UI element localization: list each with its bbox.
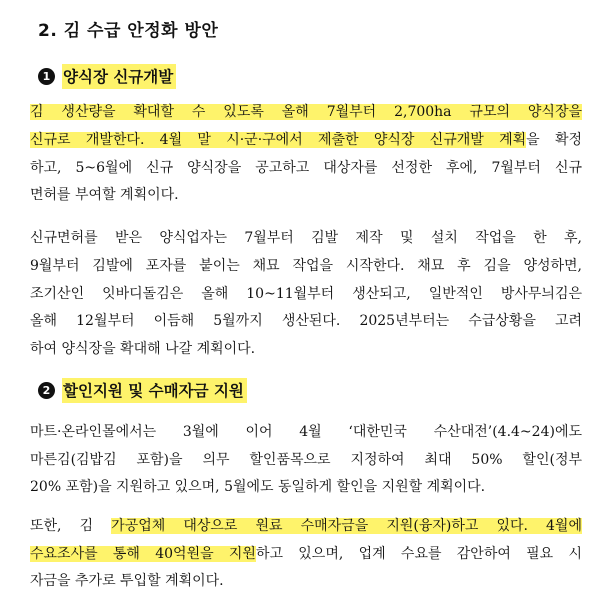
paragraph-line: [30, 544, 582, 565]
highlighted-text: 신규로 개발한다. 4월 말 시·군·구에서 제출한 양식장 신규개발 계획: [30, 132, 527, 148]
paragraph-line: 9월부터 김발에 포자를 붙이는 채묘 작업을 시작한다. 채묘 후 김을 양성하면,: [30, 258, 582, 274]
highlighted-text: 수요조사를 통해 40억원을 지원: [30, 546, 256, 562]
subsection-title: 양식장 신규개발: [62, 64, 176, 89]
body-text: 을 확정: [526, 132, 582, 148]
highlighted-text: 김 생산량을 확대할 수 있도록 올해 7월부터 2,700ha 규모의 양식장을: [30, 104, 582, 120]
section-title: 2. 김 수급 안정화 방안: [38, 21, 219, 41]
highlighted-text: 가공업체 대상으로 원료 수매자금을 지원(융자)하고 있다. 4월에: [111, 518, 582, 534]
paragraph-line: [30, 102, 582, 123]
paragraph-line: 20% 포함)을 지원하고 있으며, 5월에도 동일하게 할인을 지원할 계획이다.: [30, 479, 486, 495]
paragraph-line: [30, 516, 582, 537]
paragraph-line: 하고, 5~6월에 신규 양식장을 공고하고 대상자를 선정한 후에, 7월부터 신규: [30, 160, 582, 176]
paragraph-line: 면허를 부여할 계획이다.: [30, 187, 179, 203]
paragraph-line: 마트·온라인몰에서는 3월에 이어 4월 ‘대한민국 수산대전’(4.4~24)에도: [30, 424, 582, 440]
paragraph-line: [30, 130, 582, 151]
subsection-title: 할인지원 및 수매자금 지원: [62, 378, 247, 403]
paragraph-line: 하여 양식장을 확대해 나갈 계획이다.: [30, 341, 256, 357]
numbered-bullet-icon: 2: [38, 382, 55, 399]
paragraph-line: 자금을 추가로 투입할 계획이다.: [30, 573, 224, 589]
paragraph-line: 마른김(김밥김 포함)을 의무 할인품목으로 지정하여 최대 50% 할인(정부: [30, 452, 582, 468]
paragraph-line: 올해 12월부터 이듬해 5월까지 생산된다. 2025년부터는 수급상황을 고려: [30, 313, 582, 329]
paragraph-line: 조기산인 잇바디돌김은 올해 10~11월부터 생산되고, 일반적인 방사무늬김은: [30, 286, 582, 302]
subsection-heading-new-farms: [38, 64, 176, 89]
body-text: 또한, 김: [30, 518, 112, 534]
body-text: 하고 있으며, 업계 수요를 감안하여 필요 시: [255, 546, 583, 562]
paragraph-line: 신규면허를 받은 양식업자는 7월부터 김발 제작 및 설치 작업을 한 후,: [30, 230, 582, 246]
numbered-bullet-icon: 1: [38, 68, 55, 85]
subsection-heading-discount-support: [38, 378, 247, 403]
